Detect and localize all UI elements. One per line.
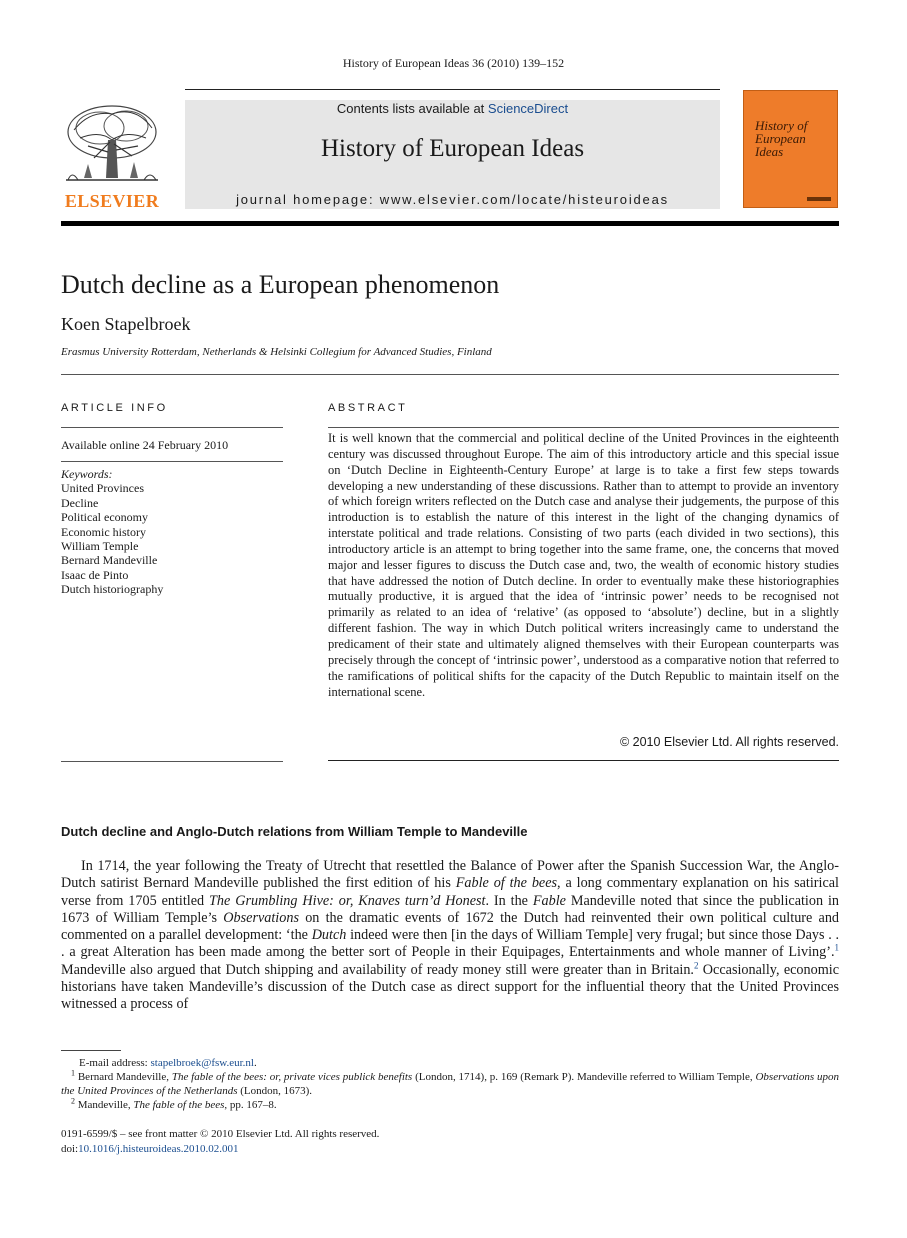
keywords-block (61, 467, 283, 597)
article-info-rule (61, 461, 283, 462)
footnote-rule (61, 1050, 121, 1051)
body-text-run: on the dramatic events of 1672 the Dutch had reinvented their own political culture and commented on a parallel development: ‘the (61, 909, 840, 944)
abstract-heading: ABSTRACT (328, 402, 408, 414)
sciencedirect-link[interactable]: ScienceDirect (487, 101, 569, 116)
footnote-italic: The fable of the bees (133, 1099, 225, 1111)
author-affiliation: Erasmus University Rotterdam, Netherlands & Helsinki Collegium for Advanced Studies, Finland (61, 346, 492, 358)
tree-logo-icon (60, 100, 164, 190)
cover-title-line: European (755, 131, 806, 146)
footnote-text: Mandeville, (75, 1099, 134, 1111)
footnote-text: Bernard Mandeville, (75, 1071, 172, 1083)
footnote-number: 1 (71, 1068, 75, 1078)
footnote-number: 2 (71, 1096, 75, 1106)
title-rule (61, 374, 839, 375)
footnote-ref-2[interactable]: 2 (693, 960, 699, 971)
footnote-2 (61, 1098, 839, 1112)
doi-line (61, 1143, 239, 1155)
elsevier-wordmark: ELSEVIER (64, 191, 160, 211)
doi-label: doi: (61, 1143, 79, 1155)
body-italic-run: Fable of the bees (455, 875, 558, 892)
header-thick-rule (61, 221, 839, 226)
body-italic-run: Dutch (311, 927, 347, 944)
article-title: Dutch decline as a European phenomenon (61, 270, 500, 299)
abstract-rule (328, 427, 839, 428)
keywords-label: Keywords: (61, 467, 113, 481)
body-italic-run: The Grumbling Hive: or, Knaves turn’d Honest (209, 892, 486, 909)
issn-line: 0191-6599/$ – see front matter © 2010 Elsevier Ltd. All rights reserved. (61, 1128, 380, 1140)
email-label: E-mail address: (79, 1057, 151, 1069)
footnote-ref-1[interactable]: 1 (834, 942, 839, 953)
journal-cover[interactable] (743, 90, 838, 208)
body-italic-run: Observations (223, 909, 299, 926)
keyword-item: Bernard Mandeville (61, 553, 158, 568)
footnote-italic: Observations upon the United Provinces of the Netherlands (61, 1071, 839, 1097)
cover-title-line: History of (755, 118, 808, 133)
body-text-run: Mandeville noted that since the publication in 1673 of William Temple’s (61, 892, 839, 926)
keyword-item: Economic history (61, 524, 146, 539)
section-heading: Dutch decline and Anglo-Dutch relations from William Temple to Mandeville (61, 824, 528, 839)
article-info-rule (61, 427, 283, 428)
footnote-email (61, 1056, 839, 1070)
available-online: Available online 24 February 2010 (61, 438, 229, 452)
abstract-copyright: © 2010 Elsevier Ltd. All rights reserved. (619, 735, 839, 749)
journal-header-box (185, 100, 720, 209)
cover-publisher-mark (807, 197, 831, 201)
journal-citation: History of European Ideas 36 (2010) 139–152 (342, 56, 565, 70)
email-end: . (254, 1057, 257, 1069)
author-name: Koen Stapelbroek (61, 314, 191, 334)
body-text-run: , a long commentary explanation on his satirical verse from 1705 entitled (61, 875, 840, 909)
cover-title (755, 119, 807, 158)
keyword-item: United Provinces (61, 481, 144, 496)
contents-line (185, 101, 720, 116)
journal-title: History of European Ideas (320, 135, 585, 162)
abstract-text: It is well known that the commercial and political decline of the United Provinces in the eighteenth century was discussed throughout Europe. The aim of this introductory article and this special issue on ‘Dutch Decline in Eighteenth-Century Europe’ at large is to take a first few steps towards developing a new understanding of these discussions. Rather than to attempt to provide an inventory of which foreign writers reflected on the Dutch case and analyse their judgements, the purpose of this introduction is to establish the nature of this interest in the light of the changing dynamics of interstate political and trade relations. Consisting of two parts (each divided in two sections), this introductory article is an attempt to bring together into the same frame, one, the concerns that moved major and lesser figures to discuss the Dutch case and, two, the wealth of economic history studies that have addressed the notion of Dutch decline. In order to eventually make these historiographies mutually productive, it is argued that the idea of ‘intrinsic power’ needs to be recognised not primarily as related to an idea of ‘relative’ (as opposed to ‘absolute’) decline, but in a slightly different fashion. The way in which Dutch political writers increasingly came to understand the predicament of their state and ultimately aligned themselves with their European counterparts was precisely through the concept of ‘intrinsic power’, understood as a comparative notion that referred to the ramifications of political shifts for the capacity of the Dutch Republic to maintain itself on the international scene. (328, 431, 839, 699)
header-top-rule (185, 89, 720, 90)
footnote-text: (London, 1714), p. 169 (Remark P). Mandeville referred to William Temple, (412, 1071, 756, 1083)
body-text-run: Occasionally, economic historians have taken Mandeville’s discussion of the Dutch case as direct support for the influential theory that the United Provinces witnessed a process of (61, 961, 839, 1013)
article-info-bottom-rule (61, 761, 283, 762)
elsevier-logo[interactable] (60, 100, 164, 212)
body-italic-run: Fable (532, 892, 566, 909)
keyword-item: Isaac de Pinto (61, 567, 129, 582)
contents-prefix: Contents lists available at (336, 101, 488, 116)
keyword-item: Dutch historiography (61, 582, 164, 597)
keyword-item: Political economy (61, 510, 148, 525)
body-text-run: Mandeville also argued that Dutch shipping and availability of ready money still were greater than in Britain. (61, 961, 694, 978)
body-text-run: In 1714, the year following the Treaty of Utrecht that resettled the Balance of Power after the Spanish Succession War, the Anglo-Dutch satirist Bernard Mandeville published the first edition of his (61, 858, 839, 892)
journal-homepage[interactable]: journal homepage: www.elsevier.com/locate/histeuroideas (236, 192, 669, 207)
body-text-run: . In the (485, 892, 533, 909)
body-paragraph (61, 858, 839, 1014)
keyword-item: William Temple (61, 539, 139, 554)
article-info-heading: ARTICLE INFO (61, 402, 168, 414)
body-text-run: indeed were then [in the days of William Temple] very frugal; but since those Days . . . a great Alteration has been made among the better sort of People in their Equipages, Entertainments and whole manner of Living’. (61, 927, 839, 961)
abstract-bottom-rule (328, 760, 839, 761)
footnote-1 (61, 1070, 839, 1098)
footnote-text: , pp. 167–8. (224, 1099, 277, 1111)
footnote-text: (London, 1673). (237, 1085, 313, 1097)
keyword-item: Decline (61, 495, 99, 510)
footnote-italic: The fable of the bees: or, private vices publick benefits (171, 1071, 413, 1083)
email-link[interactable]: stapelbroek@fsw.eur.nl (150, 1057, 254, 1069)
cover-title-line: Ideas (755, 144, 784, 159)
doi-link[interactable]: 10.1016/j.histeuroideas.2010.02.001 (78, 1143, 239, 1155)
